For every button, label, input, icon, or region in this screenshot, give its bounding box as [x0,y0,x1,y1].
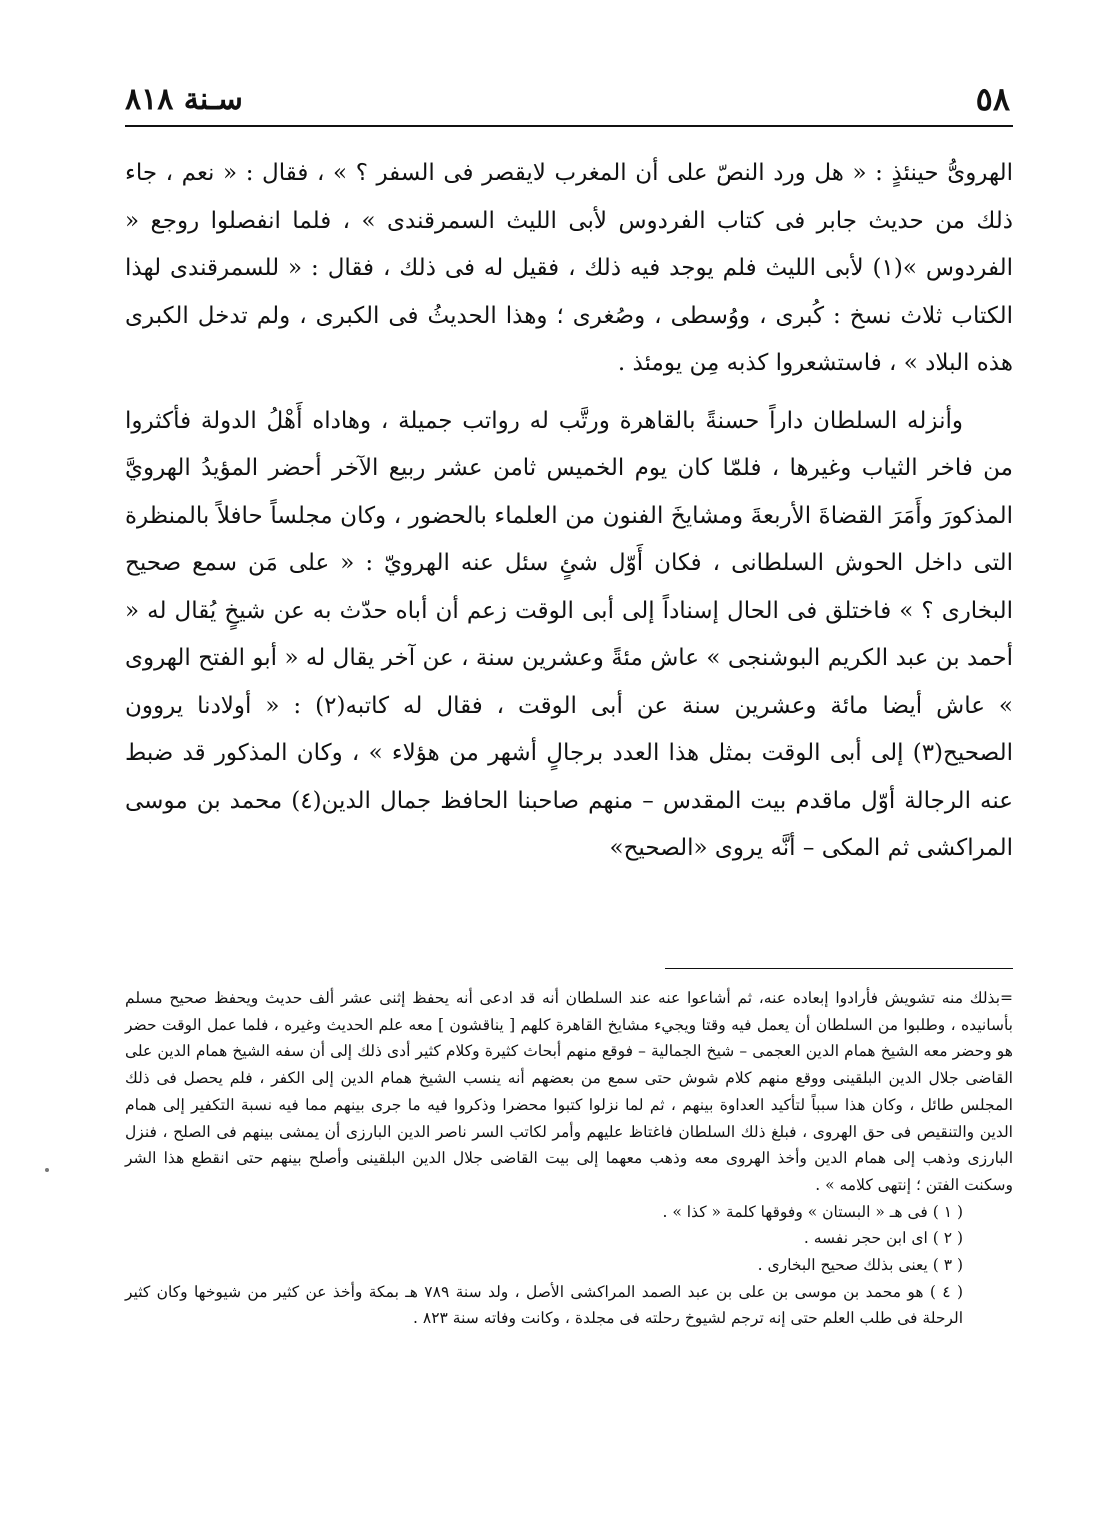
margin-dot [45,1168,49,1172]
footnote-2: ( ٢ ) اى ابن حجر نفسه . [803,1229,963,1248]
footnote-3: ( ٣ ) يعنى بذلك صحيح البخارى . [757,1256,963,1275]
main-text [125,150,1013,873]
page-number: ٥٨ [975,80,1010,118]
header-rule [125,125,1013,127]
footnote-continuation: =بذلك منه تشويش فأرادوا إبعاده عنه، ثم أشاعوا عنه عند السلطان أنه قد ادعى أنه يحفظ إثنى عشر ألف حديث ويحفظ صحيح مسلم بأسانيده ، وطلبوا من السلطان أن يعمل فيه وقتا ويجيء مشايخ القاهرة كلهم [ يناقشون ] معه علم الحديث وغيره ، فلما عمل الوقت حضر هو وحضر معه الشيخ همام الدين العجمى – شيخ الجمالية – فوقع منهم أبحاث كثيرة وكلام كثير أدى ذلك إلى أن سفه الشيخ همام الدين على القاضى جلال الدين البلقينى ووقع منهم كلام شوش حتى سمع من بعضهم أنه ينسب الشيخ همام الدين إلى الكفر ، فلم يحصل فى ذلك المجلس طائل ، وكان هذا سبباً لتأكيد العداوة بينهم ، ثم لما نزلوا كتبوا محضرا وذكروا فيه ما جرى بينهم مما فيه نسبة التكفير إلى همام الدين والتنقيص فى حق الهروى ، فبلغ ذلك السلطان فاغتاظ عليهم وأمر لكاتب السر ناصر الدين البارزى أن يمشى بينهم فى الصلح ، فنزل البارزى وذهب إلى همام الدين وأخذ الهروى معه وذهب معهما إلى بيت القاضى جلال الدين البلقينى وأصلح بينهم حتى انقطع هذا الشر وسكنت الفتن ؛ إنتهى كلامه » . [125,989,1013,1194]
footnote-4: ( ٤ ) هو محمد بن موسى بن على بن عبد الصمد المراكشى الأصل ، ولد سنة ٧٨٩ هـ بمكة وأخذ عن كثير من شيوخها وكان كثير الرحلة فى طلب العلم حتى إنه ترجم لشيوخ رحلته فى مجلدة ، وكانت وفاته سنة ٨٢٣ . [125,1282,963,1328]
footnote-rule [665,968,1013,969]
footnotes [125,985,1013,1332]
footnote-1: ( ١ ) فى هـ « البستان » وفوقها كلمة « كذا » . [662,1202,963,1221]
paragraph: وأنزله السلطان داراً حسنةً بالقاهرة ورتَّب له رواتب جميلة ، وهاداه أَهْلُ الدولة فأكثروا من فاخر الثياب وغيرها ، فلمّا كان يوم الخميس ثامن عشر ربيع الآخر أحضر المؤيدُ الهرويَّ المذكورَ وأَمَرَ القضاةَ الأربعةَ ومشايخَ الفنون من العلماء بالحضور ، وكان مجلساً حافلاً بالمنظرة التى داخل الحوش السلطانى ، فكان أَوّل شئٍ سئل عنه الهرويّ : « على مَن سمع صحيح البخارى ؟ » فاختلق فى الحال إسناداً إلى أبى الوقت زعم أن أباه حدّث به عن شيخٍ يُقال له « أحمد بن عبد الكريم البوشنجى » عاش مئةً وعشرين سنة ، عن آخر يقال له « أبو الفتح الهروى » عاش أيضا مائة وعشرين سنة عن أبى الوقت ، فقال له كاتبه(٢) : « أولادنا يروون الصحيح(٣) إلى أبى الوقت بمثل هذا العدد برجالٍ أشهر من هؤلاء » ، وكان المذكور قد ضبط عنه الرجالة أوّل ماقدم بيت المقدس – منهم صاحبنا الحافظ جمال الدين(٤) محمد بن موسى المراكشى ثم المكى – أنَّه يروى «الصحيح» [125,407,1014,861]
running-header-year: سـنة ٨١٨ [125,82,243,117]
paragraph: الهروىُّ حينئذٍ : « هل ورد النصّ على أن المغرب لايقصر فى السفر ؟ » ، فقال : « نعم ، جاء ذلك من حديث جابر فى كتاب الفردوس لأبى الليث السمرقندى » ، فلما انفصلوا روجع « الفردوس »(١) لأبى الليث فلم يوجد فيه ذلك ، فقيل له فى ذلك ، فقال : « للسمرقندى لهذا الكتاب ثلاث نسخ : كُبرى ، ووُسطى ، وصُغرى ؛ وهذا الحديثُ فى الكبرى ، ولم تدخل الكبرى هذه البلاد » ، فاستشعروا كذبه مِن يومئذ . [125,160,1013,376]
